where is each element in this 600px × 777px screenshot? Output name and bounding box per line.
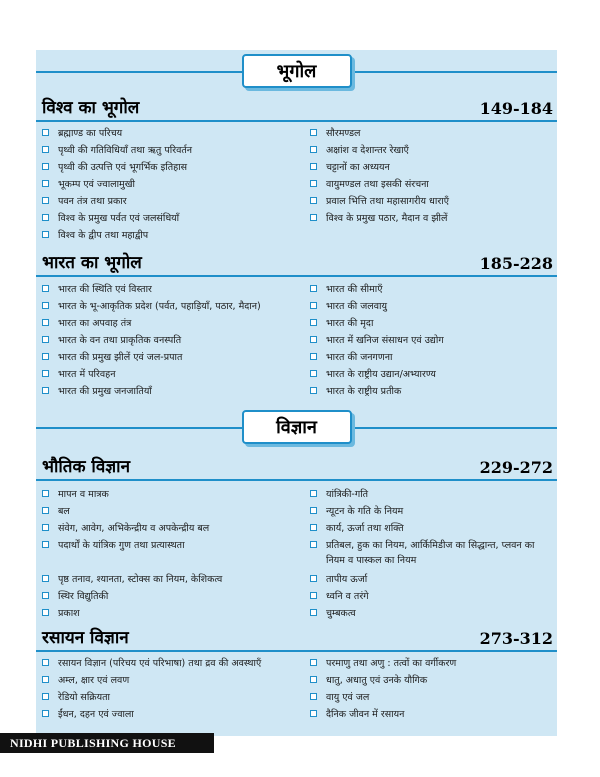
- list-item: धातु, अधातु एवं उनके यौगिक: [310, 673, 555, 688]
- checkbox-bullet-icon: [310, 575, 317, 582]
- list-item: भारत की प्रमुख जनजातियाँ: [42, 384, 292, 399]
- checkbox-bullet-icon: [310, 592, 317, 599]
- checkbox-bullet-icon: [310, 336, 317, 343]
- list-item: चट्टानों का अध्ययन: [310, 160, 555, 175]
- topic-title: भौतिक विज्ञान: [42, 457, 131, 477]
- checkbox-bullet-icon: [42, 319, 49, 326]
- checkbox-bullet-icon: [310, 353, 317, 360]
- checkbox-bullet-icon: [310, 541, 317, 548]
- topic-header-world-geography: [36, 96, 557, 122]
- list-item: तापीय ऊर्जा: [310, 572, 555, 587]
- list-item: पदार्थों के यांत्रिक गुण तथा प्रत्यास्थता: [42, 538, 292, 553]
- checkbox-bullet-icon: [310, 180, 317, 187]
- topic-header-india-geography: [36, 251, 557, 277]
- checkbox-bullet-icon: [310, 319, 317, 326]
- checkbox-bullet-icon: [42, 710, 49, 717]
- topic-pages: 229-272: [479, 458, 553, 477]
- section-banner-science: विज्ञान: [242, 410, 352, 444]
- checkbox-bullet-icon: [42, 336, 49, 343]
- checkbox-bullet-icon: [310, 214, 317, 221]
- checkbox-bullet-icon: [310, 659, 317, 666]
- topic-title: रसायन विज्ञान: [42, 628, 129, 648]
- checkbox-bullet-icon: [42, 285, 49, 292]
- topic-header-physics: [36, 455, 557, 481]
- list-item: रसायन विज्ञान (परिचय एवं परिभाषा) तथा द्रव की अवस्थाएँ: [42, 656, 292, 671]
- list-item: प्रकाश: [42, 606, 292, 621]
- checkbox-bullet-icon: [42, 180, 49, 187]
- list-item: भारत के भू-आकृतिक प्रदेश (पर्वत, पहाड़ियाँ, पठार, मैदान): [42, 299, 292, 314]
- checkbox-bullet-icon: [42, 129, 49, 136]
- list-item: भारत में खनिज संसाधन एवं उद्योग: [310, 333, 555, 348]
- list-item: भारत के राष्ट्रीय प्रतीक: [310, 384, 555, 399]
- list-item: भारत की सीमाएँ: [310, 282, 555, 297]
- list-item: मापन व मात्रक: [42, 487, 292, 502]
- checkbox-bullet-icon: [42, 197, 49, 204]
- topic-pages: 185-228: [479, 254, 553, 273]
- list-item: सौरमण्डल: [310, 126, 555, 141]
- checkbox-bullet-icon: [42, 214, 49, 221]
- list-item: पृष्ठ तनाव, श्यानता, स्टोक्स का नियम, केशिकत्व: [42, 572, 292, 587]
- list-item: दैनिक जीवन में रसायन: [310, 707, 555, 722]
- checkbox-bullet-icon: [42, 163, 49, 170]
- list-item: भारत के वन तथा प्राकृतिक वनस्पति: [42, 333, 292, 348]
- checkbox-bullet-icon: [42, 676, 49, 683]
- list-item: भारत में परिवहन: [42, 367, 292, 382]
- checkbox-bullet-icon: [42, 302, 49, 309]
- checkbox-bullet-icon: [310, 693, 317, 700]
- checkbox-bullet-icon: [310, 507, 317, 514]
- checkbox-bullet-icon: [42, 609, 49, 616]
- list-item: पवन तंत्र तथा प्रकार: [42, 194, 292, 209]
- list-item: बल: [42, 504, 292, 519]
- list-item: भारत का अपवाह तंत्र: [42, 316, 292, 331]
- list-item: पृथ्वी की गतिविधियाँ तथा ऋतु परिवर्तन: [42, 143, 292, 158]
- checkbox-bullet-icon: [310, 490, 317, 497]
- list-item: संवेग, आवेग, अभिकेन्द्रीय व अपकेन्द्रीय बल: [42, 521, 292, 536]
- checkbox-bullet-icon: [42, 693, 49, 700]
- list-item: परमाणु तथा अणु : तत्वों का वर्गीकरण: [310, 656, 555, 671]
- list-item: अम्ल, क्षार एवं लवण: [42, 673, 292, 688]
- list-item: यांत्रिकी-गति: [310, 487, 555, 502]
- checkbox-bullet-icon: [42, 507, 49, 514]
- checkbox-bullet-icon: [310, 387, 317, 394]
- checkbox-bullet-icon: [310, 524, 317, 531]
- checkbox-bullet-icon: [310, 302, 317, 309]
- checkbox-bullet-icon: [42, 659, 49, 666]
- list-item: भारत की स्थिति एवं विस्तार: [42, 282, 292, 297]
- checkbox-bullet-icon: [310, 146, 317, 153]
- list-item: रेडियो सक्रियता: [42, 690, 292, 705]
- list-item: विश्व के प्रमुख पर्वत एवं जलसंधियाँ: [42, 211, 292, 226]
- list-item: विश्व के द्वीप तथा महाद्वीप: [42, 228, 292, 243]
- topic-header-chemistry: [36, 626, 557, 652]
- list-item: भारत की जनगणना: [310, 350, 555, 365]
- list-item: ईंधन, दहन एवं ज्वाला: [42, 707, 292, 722]
- checkbox-bullet-icon: [42, 592, 49, 599]
- list-item: भारत की मृदा: [310, 316, 555, 331]
- topic-title: विश्व का भूगोल: [42, 98, 140, 118]
- checkbox-bullet-icon: [310, 129, 317, 136]
- checkbox-bullet-icon: [42, 353, 49, 360]
- checkbox-bullet-icon: [42, 231, 49, 238]
- section-banner-geography: भूगोल: [242, 54, 352, 88]
- list-item: भूकम्प एवं ज्वालामुखी: [42, 177, 292, 192]
- list-item: भारत के राष्ट्रीय उद्यान/अभ्यारण्य: [310, 367, 555, 382]
- checkbox-bullet-icon: [310, 285, 317, 292]
- checkbox-bullet-icon: [310, 609, 317, 616]
- list-item: अक्षांश व देशान्तर रेखाएँ: [310, 143, 555, 158]
- list-item: कार्य, ऊर्जा तथा शक्ति: [310, 521, 555, 536]
- section-banner-row-geography: [36, 52, 557, 92]
- list-item: स्थिर विद्युतिकी: [42, 589, 292, 604]
- checkbox-bullet-icon: [42, 490, 49, 497]
- checkbox-bullet-icon: [310, 710, 317, 717]
- list-item: वायु एवं जल: [310, 690, 555, 705]
- list-item: भारत की जलवायु: [310, 299, 555, 314]
- list-item: भारत की प्रमुख झीलें एवं जल-प्रपात: [42, 350, 292, 365]
- list-item: प्रतिबल, हुक का नियम, आर्किमिडीज का सिद्धान्त, प्लवन का नियम व पास्कल का नियम: [310, 538, 555, 568]
- checkbox-bullet-icon: [42, 575, 49, 582]
- checkbox-bullet-icon: [42, 524, 49, 531]
- checkbox-bullet-icon: [42, 146, 49, 153]
- checkbox-bullet-icon: [310, 163, 317, 170]
- section-banner-row-science: [36, 408, 557, 448]
- list-item: विश्व के प्रमुख पठार, मैदान व झीलें: [310, 211, 555, 226]
- checkbox-bullet-icon: [42, 387, 49, 394]
- list-item: पृथ्वी की उत्पत्ति एवं भूगर्भिक इतिहास: [42, 160, 292, 175]
- topic-pages: 149-184: [479, 99, 553, 118]
- checkbox-bullet-icon: [310, 370, 317, 377]
- list-item: ब्रह्माण्ड का परिचय: [42, 126, 292, 141]
- topic-title: भारत का भूगोल: [42, 253, 142, 273]
- list-item: प्रवाल भित्ति तथा महासागरीय धाराएँ: [310, 194, 555, 209]
- list-item: न्यूटन के गति के नियम: [310, 504, 555, 519]
- list-item: ध्वनि व तरंगे: [310, 589, 555, 604]
- list-item: वायुमण्डल तथा इसकी संरचना: [310, 177, 555, 192]
- checkbox-bullet-icon: [42, 370, 49, 377]
- list-item: चुम्बकत्व: [310, 606, 555, 621]
- publisher-footer: NIDHI PUBLISHING HOUSE: [0, 733, 214, 753]
- checkbox-bullet-icon: [310, 676, 317, 683]
- checkbox-bullet-icon: [310, 197, 317, 204]
- topic-pages: 273-312: [479, 629, 553, 648]
- checkbox-bullet-icon: [42, 541, 49, 548]
